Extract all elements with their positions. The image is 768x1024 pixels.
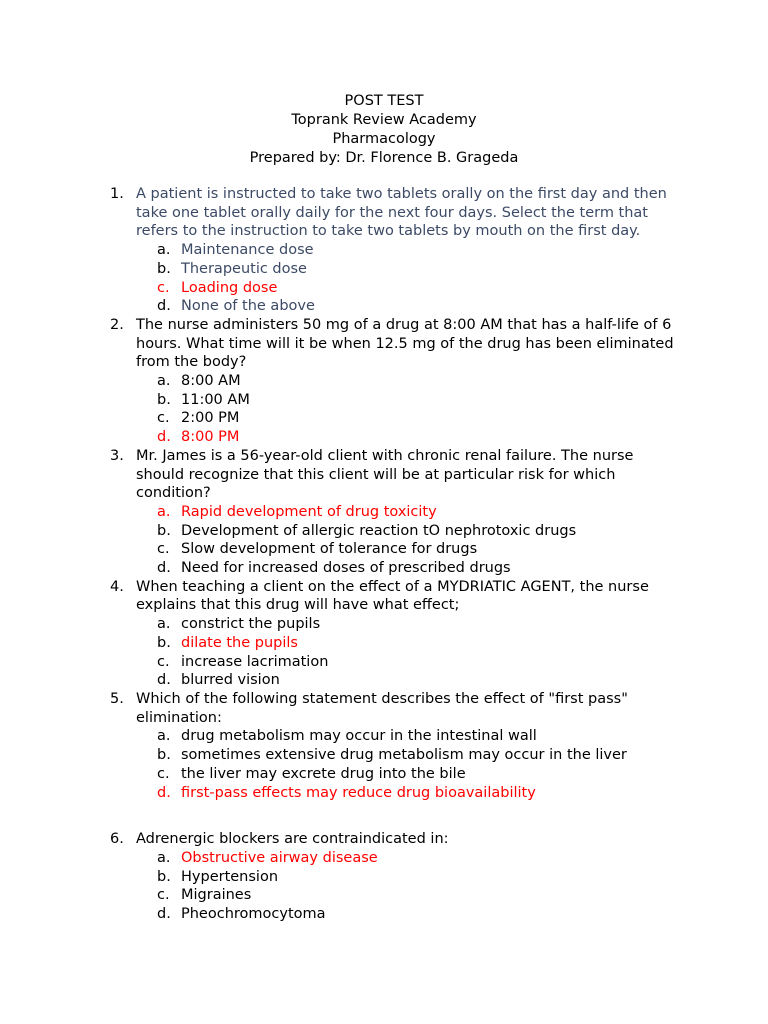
question-text: A patient is instructed to take two tablets orally on the first day and then take one tablet orally daily for the next four days. Select the term that refers to the instruction to take two tablets by mouth on the first day. [136, 186, 667, 240]
option-letter: d. [157, 672, 171, 689]
header-author: Prepared by: Dr. Florence B. Grageda [249, 150, 519, 166]
option-text: the liver may excrete drug into the bile [181, 765, 466, 782]
option-text: sometimes extensive drug metabolism may occur in the liver [181, 747, 627, 764]
option-letter: b. [157, 391, 171, 408]
option-text: Obstructive airway disease [181, 849, 378, 866]
option-list [136, 241, 676, 316]
option-letter: b. [157, 522, 171, 539]
option-c [0, 886, 676, 905]
option-text: 11:00 AM [181, 391, 250, 408]
option-letter: a. [157, 242, 171, 259]
question-3 [0, 447, 676, 578]
option-text: blurred vision [181, 672, 280, 689]
question-1 [0, 185, 676, 316]
option-letter: c. [157, 887, 170, 904]
option-letter: d. [157, 429, 171, 446]
option-a [0, 372, 676, 391]
option-b-answer [0, 634, 676, 653]
option-text: Slow development of tolerance for drugs [181, 541, 478, 558]
option-c [0, 653, 676, 672]
option-text: dilate the pupils [181, 634, 298, 651]
option-text: Therapeutic dose [181, 260, 307, 277]
option-letter: b. [157, 634, 171, 651]
document-header [0, 92, 768, 168]
question-number: 3. [110, 447, 124, 464]
option-c [0, 765, 676, 784]
option-b [0, 868, 676, 887]
option-list [136, 503, 676, 578]
option-letter: a. [157, 503, 171, 520]
question-text: The nurse administers 50 mg of a drug at 8:00 AM that has a half-life of 6 hours. What time will it be when 12.5 mg of the drug has been eliminated from the body? [136, 316, 674, 371]
option-letter: a. [157, 728, 171, 745]
question-text: Mr. James is a 56-year-old client with chronic renal failure. The nurse should recognize that this client will be at particular risk for which condition? [136, 447, 634, 502]
question-number: 4. [110, 578, 124, 595]
question-number: 5. [110, 690, 124, 707]
option-letter: d. [157, 906, 171, 923]
option-b [0, 391, 676, 410]
option-a [0, 727, 676, 746]
option-text: Development of allergic reaction tO nephrotoxic drugs [181, 522, 577, 539]
question-list [0, 185, 768, 924]
option-letter: b. [157, 747, 171, 764]
option-b [0, 260, 676, 279]
option-b [0, 746, 676, 765]
option-text: Loading dose [181, 279, 278, 296]
header-academy: Toprank Review Academy [291, 112, 477, 128]
option-d [0, 559, 676, 578]
option-text: Hypertension [181, 868, 279, 885]
option-text: Rapid development of drug toxicity [181, 503, 437, 520]
option-d-answer [0, 784, 676, 803]
option-letter: c. [157, 541, 170, 558]
question-6 [0, 830, 676, 924]
option-letter: c. [157, 279, 170, 296]
question-text: Which of the following statement describes the effect of "first pass" elimination: [136, 690, 628, 726]
option-d [0, 671, 676, 690]
option-a [0, 615, 676, 634]
option-text: 2:00 PM [181, 410, 240, 427]
option-text: first-pass effects may reduce drug bioavailability [181, 784, 536, 801]
question-5 [0, 690, 676, 802]
option-text: drug metabolism may occur in the intestinal wall [181, 728, 537, 745]
option-letter: d. [157, 298, 171, 315]
question-2 [0, 316, 676, 447]
question-text: When teaching a client on the effect of a MYDRIATIC AGENT, the nurse explains that this drug will have what effect; [136, 578, 649, 614]
option-text: increase lacrimation [181, 653, 329, 670]
option-letter: a. [157, 373, 171, 390]
option-b [0, 522, 676, 541]
option-letter: c. [157, 410, 170, 427]
option-d-answer [0, 428, 676, 447]
option-letter: b. [157, 260, 171, 277]
option-letter: a. [157, 616, 171, 633]
option-a-answer [0, 849, 676, 868]
option-d [0, 297, 676, 316]
option-list [136, 849, 676, 924]
header-title: POST TEST [344, 93, 424, 109]
option-text: 8:00 AM [181, 373, 241, 390]
question-number: 6. [110, 831, 124, 848]
option-list [136, 372, 676, 447]
option-list [136, 727, 676, 802]
option-letter: b. [157, 868, 171, 885]
option-letter: a. [157, 849, 171, 866]
option-text: Pheochromocytoma [181, 906, 326, 923]
option-list [136, 615, 676, 690]
option-text: Need for increased doses of prescribed drugs [181, 560, 511, 577]
question-4 [0, 578, 676, 690]
question-number: 2. [110, 316, 124, 333]
option-letter: d. [157, 560, 171, 577]
option-text: Maintenance dose [181, 242, 314, 259]
option-d [0, 905, 676, 924]
option-text: None of the above [181, 298, 315, 315]
option-letter: c. [157, 653, 170, 670]
option-letter: c. [157, 765, 170, 782]
option-c [0, 409, 676, 428]
option-text: Migraines [181, 887, 252, 904]
header-subject: Pharmacology [332, 131, 436, 147]
question-text: Adrenergic blockers are contraindicated in: [136, 831, 449, 848]
question-number: 1. [110, 186, 124, 202]
option-text: 8:00 PM [181, 429, 240, 446]
option-c-answer [0, 279, 676, 298]
option-a-answer [0, 503, 676, 522]
option-a [0, 241, 676, 260]
option-letter: d. [157, 784, 171, 801]
option-c [0, 540, 676, 559]
option-text: constrict the pupils [181, 616, 321, 633]
